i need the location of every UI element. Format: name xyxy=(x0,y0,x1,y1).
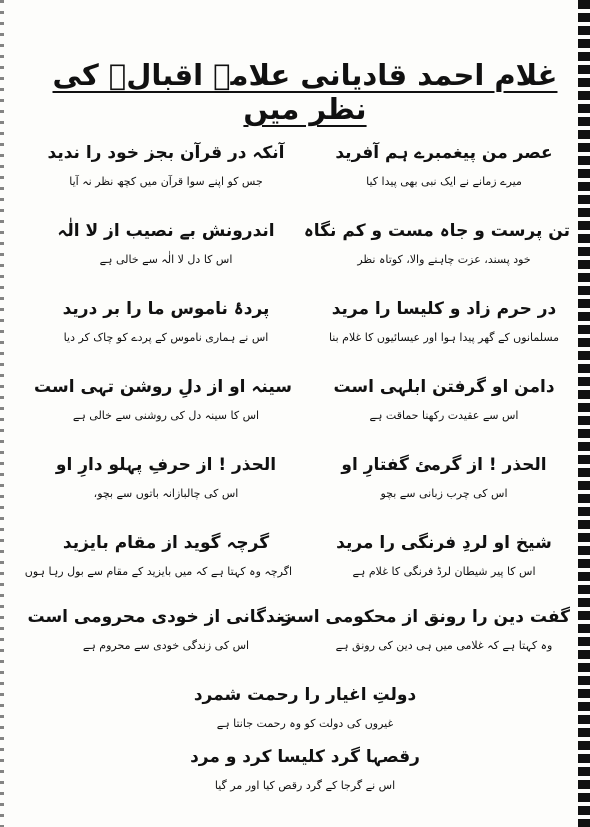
persian-line: زندگانی از خودی محرومی است xyxy=(27,607,292,627)
closing-verse xyxy=(40,680,570,794)
urdu-translation: اگرچہ وہ کہتا ہے کہ میں بایزید کے مقام سے بول رہا ہوں xyxy=(24,565,292,578)
persian-line: رقصہا گرد کلیسا کرد و مرد xyxy=(190,747,420,767)
verse-4 xyxy=(33,376,570,456)
persian-line: پردۂ ناموس ما را بر درید xyxy=(62,299,270,319)
persian-line: الحذر ! از حرفِ پہلو دارِ او xyxy=(55,455,277,475)
urdu-translation: اس نے گرجا کے گرد رقص کیا اور مر گیا xyxy=(214,779,396,792)
verse-2-left xyxy=(40,220,292,268)
verse-6 xyxy=(24,532,570,612)
urdu-translation: اس کی زندگی خودی سے محروم ہے xyxy=(82,639,250,652)
verse-7-left xyxy=(27,606,292,654)
urdu-translation: اس کی چرب زبانی سے بچو xyxy=(380,487,508,500)
verse-2 xyxy=(40,220,570,300)
verse-4-right xyxy=(318,376,570,424)
urdu-translation: اس سے عقیدت رکھنا حماقت ہے xyxy=(369,409,519,422)
verse-6-right xyxy=(318,532,570,580)
verse-5-left xyxy=(40,454,292,502)
verse-2-right xyxy=(303,220,570,268)
verse-4-left xyxy=(33,376,292,424)
document-page xyxy=(24,0,570,827)
urdu-translation: جس کو اپنے سوا قرآن میں کچھ نظر نہ آیا xyxy=(69,175,263,188)
persian-line: دامن او گرفتن ابلہی است xyxy=(333,377,555,397)
verse-3-right xyxy=(318,298,570,346)
persian-line: اندرونش بے نصیب از لا الٰہ xyxy=(57,221,275,241)
urdu-translation: اس کا دل لا الٰہ سے خالی ہے xyxy=(99,253,233,266)
verse-5-right xyxy=(318,454,570,502)
urdu-translation: غیروں کی دولت کو وہ رحمت جانتا ہے xyxy=(216,717,394,730)
page-title: غلام احمد قادیانی علامہ اقبالؒ کی نظر میں xyxy=(52,58,558,126)
persian-line: آنکہ در قرآن بجز خود را ندید xyxy=(47,143,285,163)
verse-1-right xyxy=(318,142,570,190)
verse-1 xyxy=(40,142,570,222)
verse-3-left xyxy=(40,298,292,346)
urdu-translation: اس کا پیر شیطان لرڈ فرنگی کا غلام ہے xyxy=(352,565,536,578)
verse-5 xyxy=(40,454,570,534)
persian-line: الحذر ! از گرمئ گفتارِ او xyxy=(341,455,547,475)
urdu-translation: مسلمانوں کے گھر پیدا ہوا اور عیسائیوں کا غلام بنا xyxy=(328,331,560,344)
verse-7-right xyxy=(279,606,570,654)
urdu-translation: اس نے ہماری ناموس کے پردے کو چاک کر دیا xyxy=(63,331,269,344)
persian-line: سینہ او از دلِ روشن تہی است xyxy=(33,377,292,397)
scan-right-edge xyxy=(578,0,590,827)
urdu-translation: خود پسند، عزت چاہنے والا، کوتاہ نظر xyxy=(357,253,531,266)
verse-3 xyxy=(40,298,570,378)
urdu-translation: اس کی چالبازانہ باتوں سے بچو، xyxy=(93,487,239,500)
persian-line: در حرم زاد و کلیسا را مرید xyxy=(331,299,557,319)
persian-line: گفت دین را رونق از محکومی است xyxy=(279,607,570,627)
verse-6-left xyxy=(24,532,292,580)
persian-line: تن پرست و جاہ مست و کم نگاہ xyxy=(303,221,570,241)
persian-line: گرچہ گوید از مقام بایزید xyxy=(62,533,270,553)
scan-left-edge xyxy=(0,0,4,827)
persian-line: شیخ او لردِ فرنگی را مرید xyxy=(336,533,552,553)
urdu-translation: وہ کہتا ہے کہ غلامی میں ہی دین کی رونق ہے xyxy=(335,639,553,652)
urdu-translation: میرے زمانے نے ایک نبی بھی پیدا کیا xyxy=(366,175,522,188)
verse-7 xyxy=(27,606,570,686)
persian-line: عصر من پیغمبرے ہم آفرید xyxy=(335,143,553,163)
urdu-translation: اس کا سینہ دل کی روشنی سے خالی ہے xyxy=(72,409,260,422)
verse-1-left xyxy=(40,142,292,190)
persian-line: دولتِ اغیار را رحمت شمرد xyxy=(193,685,417,705)
